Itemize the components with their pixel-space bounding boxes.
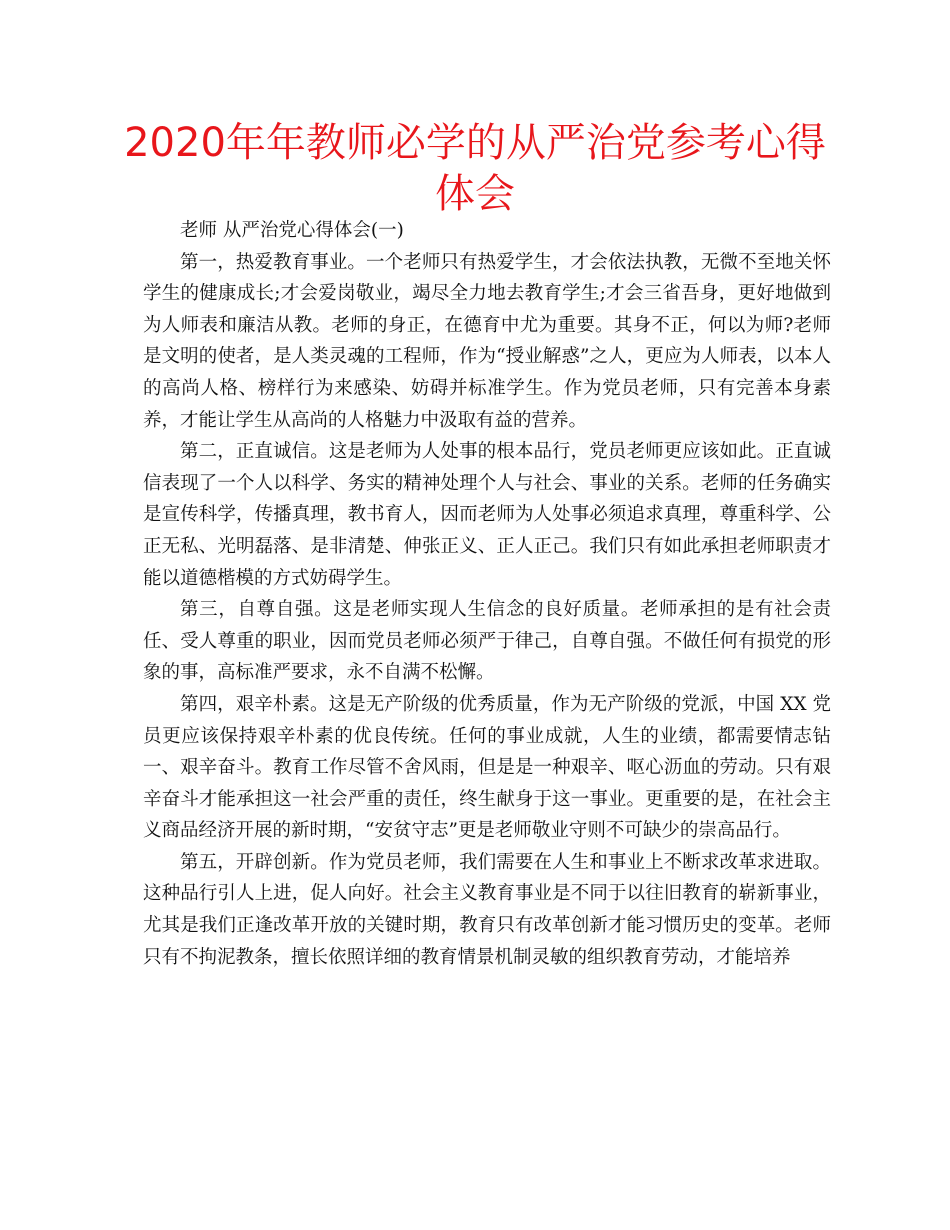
- paragraph-5: 第五，开辟创新。作为党员老师，我们需要在人生和事业上不断求改革求进取。这种品行引人上进，促人向好。社会主义教育事业是不同于以往旧教育的崭新事业，尤其是我们正逢改革开放的关键时期，教育只有改革创新才能习惯历史的变革。老师只有不拘泥教条，擅长依照详细的教育情景机制灵敏的组织教育劳动，才能培养: [143, 851, 831, 968]
- paragraph-4: 第四，艰辛朴素。这是无产阶级的优秀质量，作为无产阶级的党派，中国 XX 党员更应该保持艰辛朴素的优良传统。任何的事业成就，人生的业绩，都需要情志钻一、艰辛奋斗。教育工作尽管不舍风雨，但是是一种艰辛、呕心沥血的劳动。只有艰辛奋斗才能承担这一社会严重的责任，终生献身于这一事业。更重要的是，在社会主义商品经济开展的新时期，“安贫守志”更是老师敬业守则不可缺少的崇高品行。: [143, 693, 831, 842]
- document-title: 2020年年教师必学的从严治党参考心得体会: [124, 120, 826, 217]
- paragraph-2: 第二，正直诚信。这是老师为人处事的根本品行，党员老师更应该如此。正直诚信表现了一个人以科学、务实的精神处理个人与社会、事业的关系。老师的任务确实是宣传科学，传播真理，教书育人，因而老师为人处事必须追求真理，尊重科学、公正无私、光明磊落、是非清楚、伸张正义、正人正己。我们只有如此承担老师职责才能以道德楷模的方式妨碍学生。: [143, 441, 831, 589]
- paragraph-3: 第三，自尊自强。这是老师实现人生信念的良好质量。老师承担的是有社会责任、受人尊重的职业，因而党员老师必须严于律己，自尊自强。不做任何有损党的形象的事，高标准严要求，永不自满不松懈。: [143, 599, 831, 684]
- section-subtitle: 老师 从严治党心得体会(一): [180, 220, 404, 241]
- paragraph-1: 第一，热爱教育事业。一个老师只有热爱学生，才会依法执教，无微不至地关怀学生的健康成长;才会爱岗敬业，竭尽全力地去教育学生;才会三省吾身，更好地做到为人师表和廉洁从教。老师的身正，在德育中尤为重要。其身不正，何以为师?老师是文明的使者，是人类灵魂的工程师，作为“授业解惑”之人，更应为人师表，以本人的高尚人格、榜样行为来感染、妨碍并标准学生。作为党员老师，只有完善本身素养，才能让学生从高尚的人格魅力中汲取有益的营养。: [143, 251, 831, 431]
- document-body: [143, 215, 831, 973]
